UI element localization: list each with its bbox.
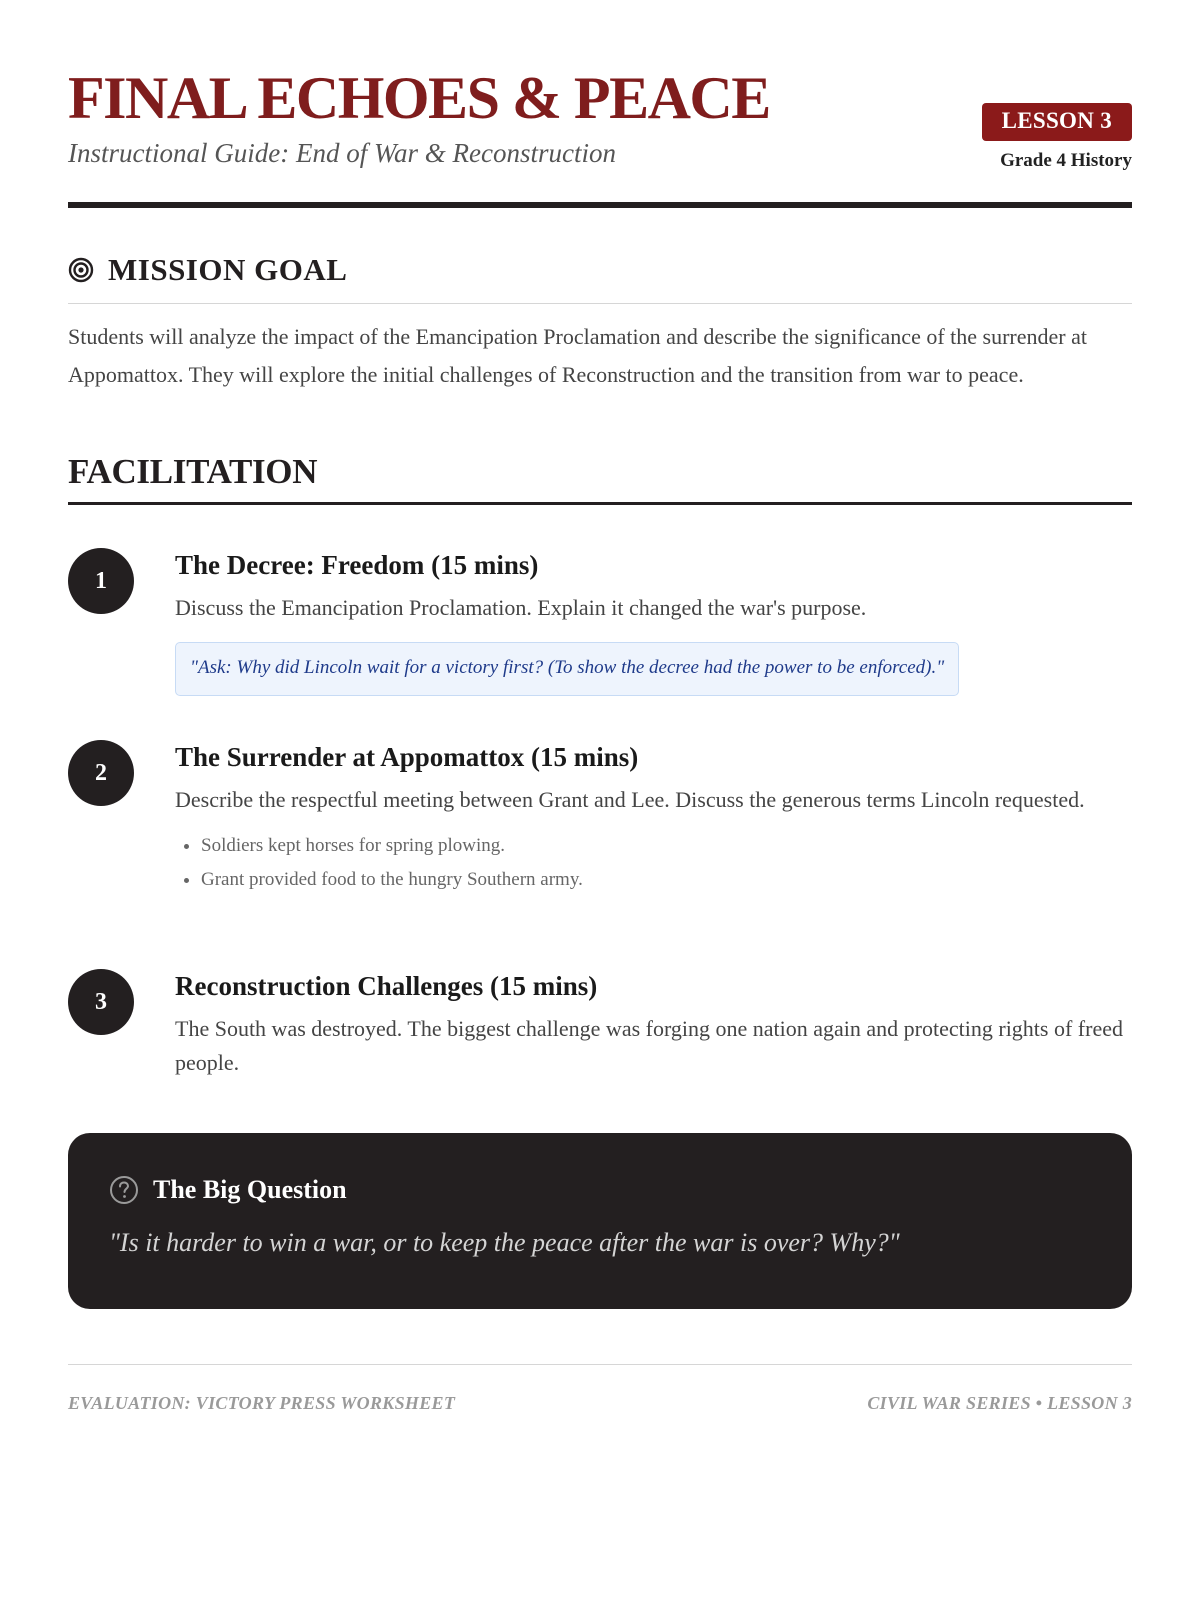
big-question-text: "Is it harder to win a war, or to keep the peace after the war is over? Why?" — [109, 1228, 900, 1257]
step-text: Describe the respectful meeting between Grant and Lee. Discuss the generous terms Lincoln requested. — [175, 787, 1085, 812]
footer-divider — [68, 1364, 1132, 1365]
page-header — [68, 0, 1132, 210]
list-item: • Grant provided food to the hungry Southern army. — [201, 863, 1132, 897]
footer-evaluation: EVALUATION: VICTORY PRESS WORKSHEET — [68, 1393, 456, 1413]
footer-series: CIVIL WAR SERIES • LESSON 3 — [867, 1393, 1132, 1413]
mission-text: Students will analyze the impact of the Emancipation Proclamation and describe the significance of the surrender at Appomattox. They will explore the initial challenges of Reconstruction and the transition from war to peace. — [68, 324, 1087, 387]
step-title: Reconstruction Challenges (15 mins) — [175, 971, 598, 1001]
step-text: The South was destroyed. The biggest challenge was forging one nation again and protecting rights of freed people. — [175, 1016, 1123, 1075]
facilitation-title: FACILITATION — [68, 452, 318, 491]
step-number: 3 — [68, 969, 134, 1035]
mission-divider — [68, 303, 1132, 304]
list-item: • Soldiers kept horses for spring plowing. — [201, 829, 1132, 863]
header-divider — [68, 202, 1132, 208]
step-body — [175, 740, 1132, 897]
step-bullet-list — [175, 829, 1132, 897]
mission-title: MISSION GOAL — [108, 252, 348, 287]
lesson-badge: LESSON 3 — [982, 103, 1132, 141]
page-title: FINAL ECHOES & PEACE — [68, 65, 770, 131]
step-body — [175, 969, 1132, 1080]
teacher-prompt-box: "Ask: Why did Lincoln wait for a victory first? (To show the decree had the power to be enforced)." — [175, 642, 959, 696]
step-title: The Surrender at Appomattox (15 mins) — [175, 742, 639, 772]
mission-heading — [68, 252, 347, 288]
step-number: 1 — [68, 548, 134, 614]
step-title: The Decree: Freedom (15 mins) — [175, 550, 539, 580]
page-subtitle: Instructional Guide: End of War & Reconstruction — [68, 138, 616, 168]
step-body — [175, 548, 1132, 696]
step-number: 2 — [68, 740, 134, 806]
big-question-title: The Big Question — [153, 1175, 347, 1204]
grade-label: Grade 4 History — [1000, 150, 1132, 171]
big-question-heading — [109, 1175, 347, 1205]
question-circle-icon — [109, 1175, 139, 1205]
big-question-card — [68, 1133, 1132, 1309]
step-text: Discuss the Emancipation Proclamation. Explain it changed the war's purpose. — [175, 595, 867, 620]
target-icon — [68, 257, 94, 283]
facilitation-divider — [68, 502, 1132, 505]
